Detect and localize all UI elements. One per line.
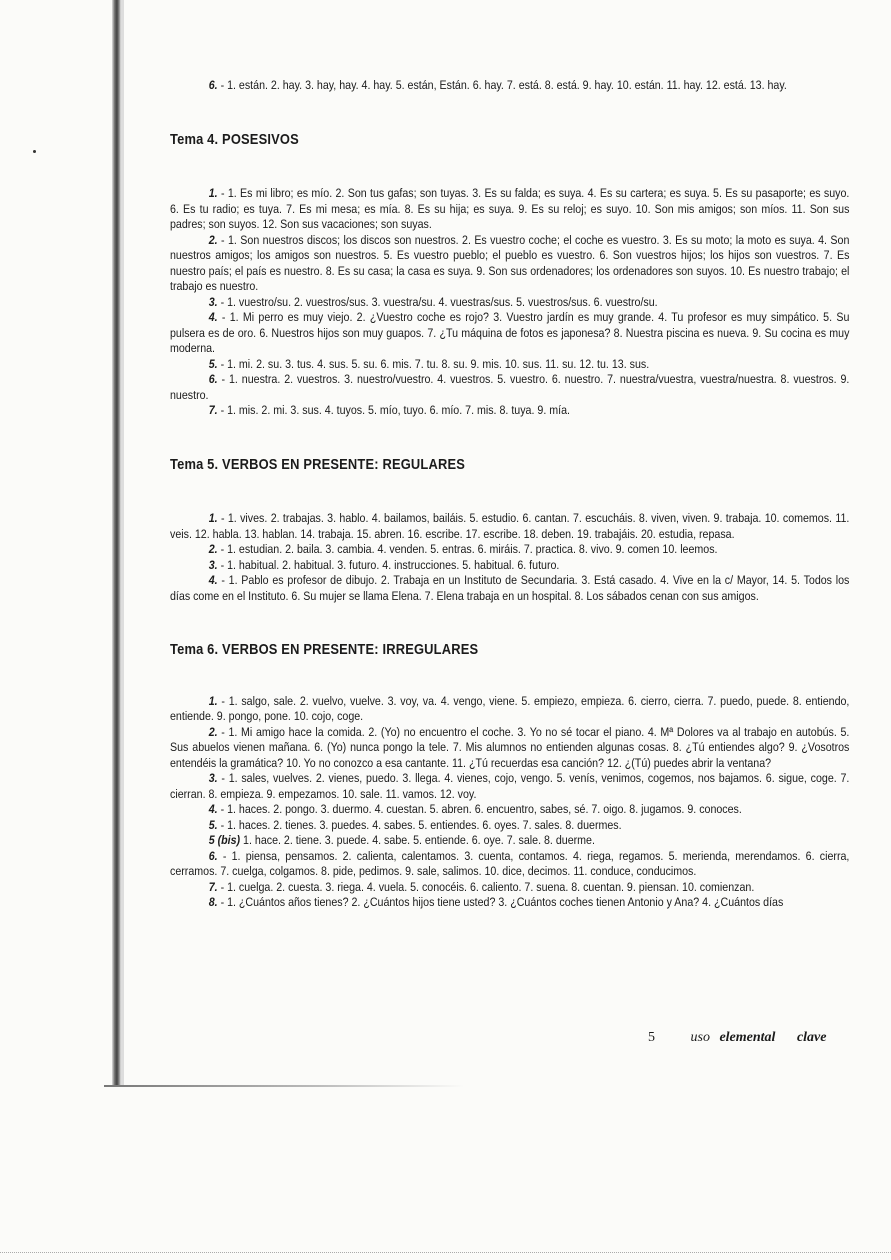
exercise [170,833,849,849]
exercise-text: - 1. haces. 2. tienes. 3. puedes. 4. sabes. 5. entiendes. 6. oyes. 7. sales. 8. duermes. [220,817,622,832]
exercise-label: 3. [208,771,218,785]
exercise-text: - 1. Mi perro es muy viejo. 2. ¿Vuestro coche es rojo? 3. Vuestro jardín es muy grande. 4. Tu profesor es muy simpático. 5. Su pulsera es de oro. 6. Nuestros hijos son muy guapos. 7. ¿Tu máquina de fotos es japonesa? 8. Nuestra piscina es nueva. 9. Su cocina es muy moderna. [170,310,850,355]
exercise [170,802,849,818]
exercise-text: - 1. nuestra. 2. vuestros. 3. nuestro/vuestro. 4. vuestros. 5. vuestro. 6. nuestro. 7. nuestra/vuestra, vuestra/nuestra. 8. vuestros. 9. nuestro. [170,372,850,402]
exercise [170,511,849,542]
exercise [170,310,849,357]
footer-uso: uso [690,1030,710,1045]
exercise-label: 4. [208,573,218,587]
exercise [170,725,849,772]
page-footer [648,1030,826,1046]
exercise-label: 3. [208,294,218,309]
scan-speck [33,150,36,153]
exercise-text: - 1. mis. 2. mi. 3. sus. 4. tuyos. 5. mío, tuyo. 6. mío. 7. mis. 8. tuya. 9. mía. [220,403,570,417]
exercise [170,771,849,802]
exercise-text: - 1. piensa, pensamos. 2. calienta, calentamos. 3. cuenta, contamos. 4. riega, regamos. 5. merienda, merendamos. 6. cierra, cerramos. 7. cuelga, colgamos. 8. pide, pedimos. 9. sale, salimos. 10. dice, decimos. 11. conduce, conducimos. [170,848,850,878]
exercise [170,818,849,834]
exercise-text: - 1. estudian. 2. baila. 3. cambia. 4. venden. 5. entras. 6. miráis. 7. practica. 8. vivo. 9. comen 10. leemos. [220,542,718,556]
exercise-text: - 1. haces. 2. pongo. 3. duermo. 4. cuestan. 5. abren. 6. encuentro, sabes, sé. 7. oigo. 8. jugamos. 9. conoces. [220,802,742,816]
exercise [170,694,849,725]
section-title-tema6: Tema 6. VERBOS EN PRESENTE: IRREGULARES [170,641,479,658]
exercise-text: - 1. ¿Cuántos años tienes? 2. ¿Cuántos hijos tiene usted? 3. ¿Cuántos coches tienen Antonio y Ana? 4. ¿Cuántos días [220,895,784,909]
exercise-label: 7. [208,879,218,894]
exercise-text: - 1. vuestro/su. 2. vuestros/sus. 3. vuestra/su. 4. vuestras/sus. 5. vuestros/sus. 6. vuestro/su. [220,294,658,309]
exercise-label: 2. [208,542,218,556]
scan-bottom-edge [0,1252,891,1254]
exercise-text: - 1. están. 2. hay. 3. hay, hay. 4. hay. 5. están, Están. 6. hay. 7. está. 8. está. 9. hay. 10. están. 11. hay. 12. está. 13. hay. [220,78,787,92]
exercise-label: 2. [208,724,218,739]
exercise-label: 4. [208,802,218,816]
exercise-text: - 1. sales, vuelves. 2. vienes, puedo. 3. llega. 4. vienes, cojo, vengo. 5. venís, venimos, cogemos, nos bajamos. 6. sigue, coge. 7. cierran. 8. empieza. 9. empezamos. 10. sale. 11. vamos. 12. voy. [170,771,850,801]
exercise-label: 2. [208,232,218,247]
section-tema6 [170,694,849,911]
exercise [170,558,849,574]
exercise-text: - 1. Son nuestros discos; los discos son nuestros. 2. Es vuestro coche; el coche es vuestro. 3. Es su moto; la moto es suya. 4. Son nuestros amigos; los amigos son nuestros. 5. Es vuestro pueblo; el pueblo es vuestro. 6. Son vuestros hijos; los hijos son vuestros. 7. Es nuestro país; el país es nuestro. 8. Es su casa; la casa es suya. 9. Son sus ordenadores; los ordenadores son suyos. 10. Es nuestro trabajo; el trabajo es nuestro. [170,232,850,293]
top-exercise-line [170,78,849,94]
exercise-label: 6. [208,372,218,386]
exercise-text: - 1. habitual. 2. habitual. 3. futuro. 4. instrucciones. 5. habitual. 6. futuro. [220,557,560,572]
exercise-label: 5. [208,817,218,832]
exercise-label: 5. [208,356,218,371]
exercise-label: 1. [208,511,218,525]
scan-spine-shadow [112,0,121,1085]
exercise [170,372,849,403]
exercise [170,403,849,419]
section-title-tema4: Tema 4. POSESIVOS [170,130,299,148]
answer-key-page [170,78,849,911]
exercise-label: 8. [208,895,218,909]
exercise [170,357,849,373]
exercise-text: - 1. Mi amigo hace la comida. 2. (Yo) no encuentro el coche. 3. Yo no sé tocar el piano. 4. Mª Dolores va al trabajo en autobús. 5. Sus abuelos vienen mañana. 6. (Yo) nunca pongo la tele. 7. Mis alumnos no entienden algunas cosas. 8. ¿Tú entiendes algo? 9. ¿Vosotros entendéis la gramática? 10. Yo no conozco a esa cantante. 11. ¿Tú recuerdas esa canción? 12. ¿(Tú) puedes abrir la ventana? [170,724,850,770]
exercise [170,849,849,880]
exercise [170,895,849,911]
footer-clave: clave [796,1030,827,1045]
exercise-text: - 1. vives. 2. trabajas. 3. hablo. 4. bailamos, bailáis. 5. estudio. 6. cantan. 7. escucháis. 8. viven, viven. 9. trabaja. 10. comemos. 11. veis. 12. habla. 13. hablan. 14. trabaja. 15. abren. 16. escribe. 17. escribe. 18. deben. 19. trabajáis. 20. estudia, repasa. [170,511,850,541]
exercise-label: 4. [208,310,218,324]
exercise-text: - 1. salgo, sale. 2. vuelvo, vuelve. 3. voy, va. 4. vengo, viene. 5. empiezo, empieza. 6. cierro, cierra. 7. puedo, puede. 8. entiendo, entiende. 9. pongo, pone. 10. cojo, coge. [170,693,850,723]
section-title-tema5: Tema 5. VERBOS EN PRESENTE: REGULARES [170,455,466,473]
exercise-label: 6. [208,78,218,92]
exercise [170,233,849,295]
exercise-text: 1. hace. 2. tiene. 3. puede. 4. sabe. 5. entiende. 6. oye. 7. sale. 8. duerme. [243,833,595,847]
scan-spine-edge [121,0,124,1085]
exercise-text: - 1. mi. 2. su. 3. tus. 4. sus. 5. su. 6. mis. 7. tu. 8. su. 9. mis. 10. sus. 11. su. 12. tu. 13. sus. [220,356,650,371]
exercise-text: - 1. Pablo es profesor de dibujo. 2. Trabaja en un Instituto de Secundaria. 3. Está casado. 4. Vive en la c/ Mayor, 14. 5. Todos los días come en el Instituto. 6. Su mujer se llama Elena. 7. Elena trabaja en un hospital. 8. Los sábados cenan con sus amigos. [170,573,850,603]
exercise [170,295,849,311]
exercise-label: 6. [208,848,218,863]
section-tema5 [170,511,849,604]
exercise [170,573,849,604]
exercise-label: 7. [208,403,218,417]
exercise-label: 1. [208,693,218,708]
section-tema4 [170,186,849,419]
exercise [170,186,849,233]
exercise [170,880,849,896]
page-number: 5 [648,1030,655,1045]
footer-elemental: elemental [719,1030,776,1045]
exercise-label: 5 (bis) [208,833,241,847]
scan-bottom-line [104,1085,464,1087]
exercise-text: - 1. Es mi libro; es mío. 2. Son tus gafas; son tuyas. 3. Es su falda; es suya. 4. Es su cartera; es suya. 5. Es su pasaporte; es suyo. 6. Es tu radio; es tuya. 7. Es mi mesa; es mía. 8. Es su hija; es suya. 9. Es su reloj; es suyo. 10. Son mis amigos; son míos. 11. Son sus padres; son suyos. 12. Son sus vacaciones; son suyas. [170,186,850,231]
exercise-text: - 1. cuelga. 2. cuesta. 3. riega. 4. vuela. 5. conocéis. 6. caliento. 7. suena. 8. cuentan. 9. piensan. 10. comienzan. [220,879,755,894]
exercise-label: 3. [208,557,218,572]
exercise-label: 1. [208,186,218,200]
exercise [170,542,849,558]
